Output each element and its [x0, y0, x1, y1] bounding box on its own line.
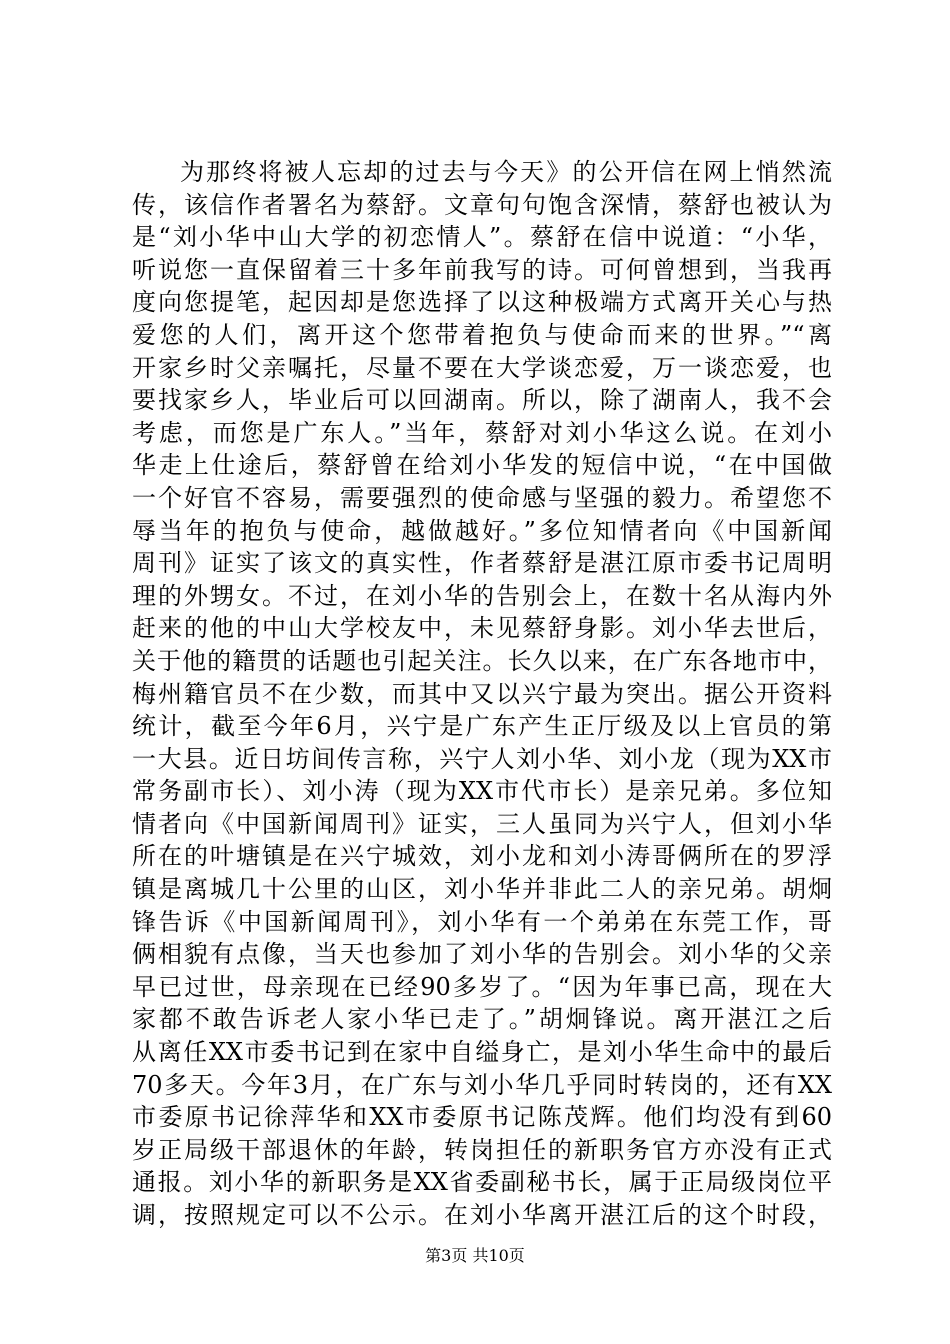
text-line: 70多天。今年3月，在广东与刘小华几乎同时转岗的，还有XX [132, 1070, 832, 1099]
text-line: 常务副市长）、刘小涛（现为XX市代市长）是亲兄弟。多位知 [132, 777, 832, 806]
text-line: 市委原书记徐萍华和XX市委原书记陈茂辉。他们均没有到60 [132, 1103, 832, 1132]
body-text [132, 156, 832, 1232]
text-line: 周刊》证实了该文的真实性，作者蔡舒是湛江原市委书记周明 [132, 549, 832, 578]
text-line: 开家乡时父亲嘱托，尽量不要在大学谈恋爱，万一谈恋爱，也 [132, 353, 832, 382]
text-line: 岁正局级干部退休的年龄，转岗担任的新职务官方亦没有正式 [132, 1135, 832, 1164]
text-line: 度向您提笔，起因却是您选择了以这种极端方式离开关心与热 [132, 288, 832, 317]
text-line: 要找家乡人，毕业后可以回湖南。所以，除了湖南人，我不会 [132, 386, 832, 415]
text-line: 一大县。近日坊间传言称，兴宁人刘小华、刘小龙（现为XX市 [132, 744, 832, 773]
text-line: 锋告诉《中国新闻周刊》，刘小华有一个弟弟在东莞工作，哥 [132, 907, 832, 936]
text-line: 辱当年的抱负与使命，越做越好。”多位知情者向《中国新闻 [132, 516, 832, 545]
text-line: 理的外甥女。不过，在刘小华的告别会上，在数十名从海内外 [132, 581, 832, 610]
text-line: 是“刘小华中山大学的初恋情人”。蔡舒在信中说道：“小华， [132, 223, 832, 252]
text-line: 梅州籍官员不在少数，而其中又以兴宁最为突出。据公开资料 [132, 679, 832, 708]
text-line: 统计，截至今年6月，兴宁是广东产生正厅级及以上官员的第 [132, 712, 832, 741]
text-line: 一个好官不容易，需要强烈的使命感与坚强的毅力。希望您不 [132, 483, 832, 512]
text-line: 考虑，而您是广东人。”当年，蔡舒对刘小华这么说。在刘小 [132, 418, 832, 447]
text-line: 传，该信作者署名为蔡舒。文章句句饱含深情，蔡舒也被认为 [132, 190, 832, 219]
text-line: 早已过世，母亲现在已经90多岁了。“因为年事已高，现在大 [132, 972, 832, 1001]
page-footer: 第3页 共10页 [425, 1246, 525, 1265]
text-line: 家都不敢告诉老人家小华已走了。”胡炯锋说。离开湛江之后 [132, 1005, 832, 1034]
text-line: 俩相貌有点像，当天也参加了刘小华的告别会。刘小华的父亲 [132, 940, 832, 969]
text-line: 通报。刘小华的新职务是XX省委副秘书长，属于正局级岗位平 [132, 1168, 832, 1197]
text-line: 镇是离城几十公里的山区，刘小华并非此二人的亲兄弟。胡炯 [132, 875, 832, 904]
text-line: 从离任XX市委书记到在家中自缢身亡，是刘小华生命中的最后 [132, 1038, 832, 1067]
text-line: 华走上仕途后，蔡舒曾在给刘小华发的短信中说，“在中国做 [132, 451, 832, 480]
text-line: 调，按照规定可以不公示。在刘小华离开湛江后的这个时段， [132, 1201, 832, 1229]
text-line: 赶来的他的中山大学校友中，未见蔡舒身影。刘小华去世后， [132, 614, 832, 643]
text-line: 情者向《中国新闻周刊》证实，三人虽同为兴宁人，但刘小华 [132, 809, 832, 838]
text-line: 为那终将被人忘却的过去与今天》的公开信在网上悄然流 [180, 158, 832, 186]
text-line: 爱您的人们，离开这个您带着抱负与使命而来的世界。”“离 [132, 320, 832, 349]
text-line: 所在的叶塘镇是在兴宁城效，刘小龙和刘小涛哥俩所在的罗浮 [132, 842, 832, 871]
text-line: 关于他的籍贯的话题也引起关注。长久以来，在广东各地市中， [132, 646, 832, 675]
text-line: 听说您一直保留着三十多年前我写的诗。可何曾想到，当我再 [132, 255, 832, 284]
